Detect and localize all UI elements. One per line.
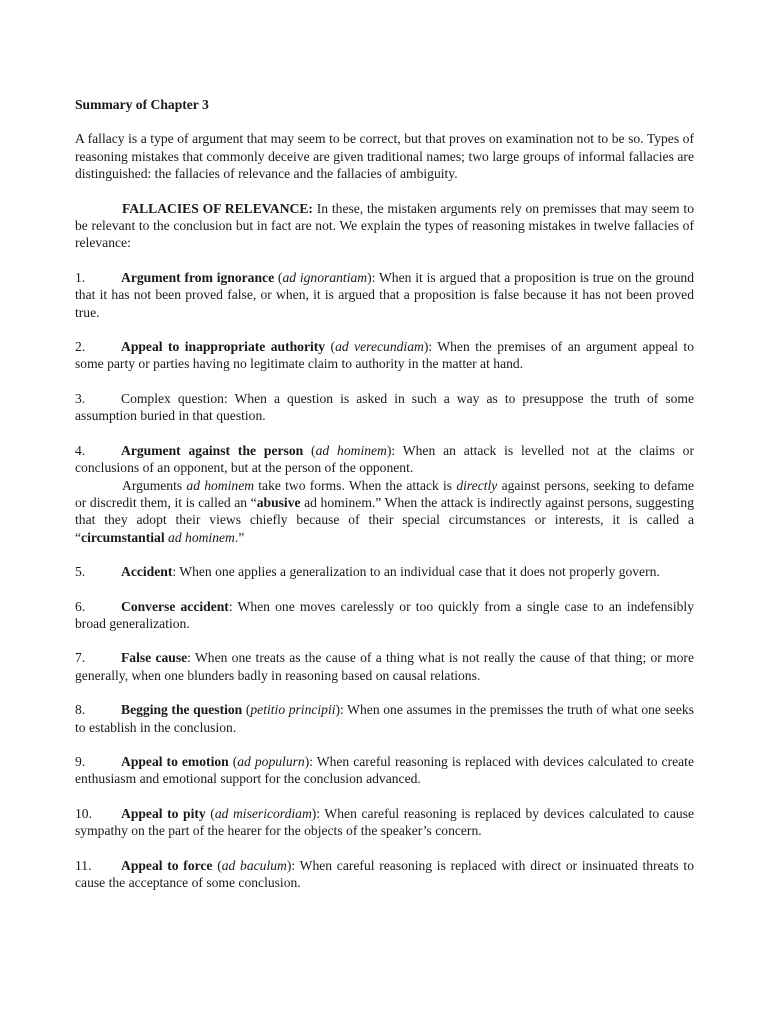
list-item bbox=[75, 598, 694, 633]
text-run: ad hominem.” When the attack is indirectly against persons, suggesting that they adopt their views chiefly because of their special circumstances or interests, it is called a “ bbox=[75, 494, 694, 545]
item-text: : When one treats as the cause of a thing what is not really the cause of that thing; or more generally, when one blunders badly in reasoning based on causal relations. bbox=[75, 650, 694, 683]
item-number: 5. bbox=[75, 564, 86, 580]
item-term: Accident bbox=[121, 564, 173, 580]
item-term: Appeal to inappropriate authority bbox=[121, 339, 326, 355]
page-title: Summary of Chapter 3 bbox=[75, 97, 209, 112]
item-text: ): When an attack is levelled not at the claims or conclusions of an opponent, but at the person of the opponent. bbox=[75, 442, 694, 476]
item-number: 3. bbox=[75, 390, 86, 406]
document-page bbox=[75, 96, 694, 908]
item-term: Begging the question bbox=[121, 702, 243, 718]
item-text: ( bbox=[205, 805, 215, 821]
latin-term: ad hominem bbox=[168, 529, 235, 545]
item-latin: ad hominem bbox=[315, 442, 387, 458]
item-latin: ad misericordiam bbox=[214, 805, 312, 821]
item-latin: ad baculum bbox=[221, 857, 287, 873]
item-number: 6. bbox=[75, 598, 86, 614]
relevance-text: In these, the mistaken arguments rely on premisses that may seem to be relevant to the conclusion but in fact are not. We explain the types of reasoning mistakes in twelve fallacies of relevance: bbox=[75, 200, 694, 251]
item-text: ): When careful reasoning is replaced with direct or insinuated threats to cause the acceptance of some conclusion. bbox=[75, 857, 694, 890]
item-text: : When one applies a generalization to an individual case that it does not properly govern. bbox=[172, 564, 660, 580]
text-run: Arguments bbox=[122, 477, 187, 493]
item-number: 1. bbox=[75, 269, 86, 285]
relevance-paragraph bbox=[75, 200, 694, 252]
list-item bbox=[75, 649, 694, 684]
item-number: 8. bbox=[75, 702, 86, 718]
item-term: Appeal to emotion bbox=[121, 753, 229, 769]
item-number: 2. bbox=[75, 339, 86, 355]
list-item bbox=[75, 805, 694, 840]
circumstantial-term: circumstantial bbox=[81, 529, 165, 545]
emphasis: directly bbox=[456, 477, 498, 493]
item-text: ( bbox=[212, 857, 222, 873]
item-latin: petitio principii bbox=[250, 702, 336, 718]
list-item bbox=[75, 753, 694, 788]
item-text: ): When careful reasoning is replaced by devices calculated to cause sympathy on the part of the hearer for the objects of the speaker’s concern. bbox=[75, 805, 694, 839]
list-item bbox=[75, 390, 694, 425]
item-text: ( bbox=[325, 339, 336, 355]
text-run: against persons, seeking to defame or discredit them, it is called an “ bbox=[75, 477, 694, 510]
list-item bbox=[75, 269, 694, 321]
item-latin: ad verecundiam bbox=[335, 339, 424, 355]
latin-term: ad hominem bbox=[186, 477, 255, 493]
item-term: Argument against the person bbox=[121, 442, 304, 458]
list-item bbox=[75, 857, 694, 892]
item-text: ): When it is argued that a proposition is true on the ground that it has not been proved false, or when, it is argued that a proposition is false because it has not been proved true. bbox=[75, 269, 694, 320]
text-run: .” bbox=[234, 529, 245, 545]
item-text: ): When careful reasoning is replaced with devices calculated to create enthusiasm and emotional support for the conclusion advanced. bbox=[75, 753, 694, 787]
item-term: Converse accident bbox=[121, 598, 229, 614]
list-item bbox=[75, 701, 694, 736]
item-text: Complex question: When a question is asked in such a way as to presuppose the truth of some assumption buried in that question. bbox=[75, 390, 694, 424]
item-number: 11. bbox=[75, 857, 92, 873]
item-text: ( bbox=[242, 702, 251, 718]
hominem-forms-paragraph bbox=[75, 477, 694, 547]
item-number: 4. bbox=[75, 442, 86, 458]
abusive-term: abusive bbox=[256, 494, 301, 510]
item-text: : When one moves carelessly or too quickly from a single case to an indefensibly broad generalization. bbox=[75, 598, 694, 631]
item-term: Appeal to pity bbox=[121, 805, 206, 821]
list-item bbox=[75, 563, 694, 580]
item-number: 7. bbox=[75, 650, 86, 666]
item-text: ( bbox=[228, 753, 238, 769]
item-text: ): When the premises of an argument appeal to some party or parties having no legitimate claim to authority in the matter at hand. bbox=[75, 339, 694, 372]
item-text: ( bbox=[303, 442, 316, 458]
item-text: ): When one assumes in the premisses the truth of what one seeks to establish in the conclusion. bbox=[75, 702, 694, 735]
item-number: 9. bbox=[75, 753, 86, 769]
relevance-heading: FALLACIES OF RELEVANCE: bbox=[122, 200, 313, 216]
item-term: Argument from ignorance bbox=[121, 269, 275, 285]
item-term: Appeal to force bbox=[121, 857, 213, 873]
intro-paragraph: A fallacy is a type of argument that may seem to be correct, but that proves on examination not to be so. Types of reasoning mistakes that commonly deceive are given traditional names; two large groups of informal fallacies are distinguished: the fallacies of relevance and the fallacies of ambiguity. bbox=[75, 131, 694, 182]
list-item bbox=[75, 442, 694, 477]
item-term: False cause bbox=[121, 650, 188, 666]
item-latin: ad ignorantiam bbox=[282, 269, 368, 285]
item-text: ( bbox=[274, 269, 283, 285]
text-run: take two forms. When the attack is bbox=[254, 477, 457, 493]
item-latin: ad populurn bbox=[237, 753, 305, 769]
item-number: 10. bbox=[75, 805, 92, 821]
list-item bbox=[75, 338, 694, 373]
